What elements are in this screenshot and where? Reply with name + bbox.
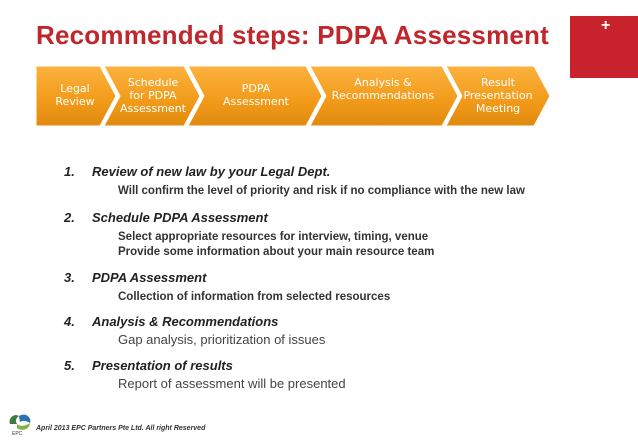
- step-heading: Review of new law by your Legal Dept.: [92, 164, 331, 179]
- svg-text:EPC: EPC: [12, 431, 23, 436]
- chevron-label-3: [206, 82, 306, 108]
- step-heading: Analysis & Recommendations: [92, 314, 279, 329]
- step-number: 3.: [64, 270, 75, 285]
- chevron-label-line: Presentation: [463, 89, 533, 102]
- step-number: 4.: [64, 314, 75, 329]
- step-detail: Gap analysis, prioritization of issues: [118, 332, 326, 347]
- step-detail: Select appropriate resources for interview, timing, venue: [118, 231, 429, 243]
- chevron-label-line: Schedule: [127, 76, 179, 89]
- process-chevrons: [36, 66, 556, 137]
- step-number: 5.: [64, 358, 75, 373]
- step-heading: Schedule PDPA Assessment: [92, 210, 268, 225]
- footer-copyright: April 2013 EPC Partners Pte Ltd. All right Reserved: [36, 425, 206, 432]
- chevron-label-line: PDPA: [241, 82, 271, 95]
- step-number: 2.: [64, 210, 75, 225]
- step-heading: PDPA Assessment: [92, 270, 207, 285]
- chevron-label-line: Recommendations: [331, 89, 435, 102]
- chevron-label-line: Meeting: [475, 102, 521, 115]
- chevron-label-line: Analysis &: [354, 76, 412, 89]
- chevron-label-line: for PDPA: [129, 89, 177, 102]
- chevron-label-4: [324, 76, 442, 102]
- epc-logo-icon: [6, 410, 34, 441]
- slide-title: Recommended steps: PDPA Assessment: [36, 20, 550, 50]
- step-detail: Report of assessment will be presented: [118, 376, 346, 391]
- step-detail: Provide some information about your main resource team: [118, 246, 435, 258]
- chevron-label-5: [452, 76, 544, 115]
- chevron-label-1: [46, 82, 104, 108]
- plus-icon: +: [601, 17, 611, 34]
- chevron-label-line: Legal: [60, 82, 90, 95]
- step-detail: Will confirm the level of priority and risk if no compliance with the new law: [118, 185, 525, 197]
- step-detail: Collection of information from selected resources: [118, 291, 391, 303]
- step-number: 1.: [64, 164, 75, 179]
- step-heading: Presentation of results: [92, 358, 233, 373]
- chevron-label-line: Assessment: [120, 102, 186, 115]
- chevron-label-line: Assessment: [223, 95, 289, 108]
- chevron-label-line: Review: [55, 95, 95, 108]
- chevron-label-line: Result: [481, 76, 515, 89]
- chevron-label-2: [116, 76, 190, 115]
